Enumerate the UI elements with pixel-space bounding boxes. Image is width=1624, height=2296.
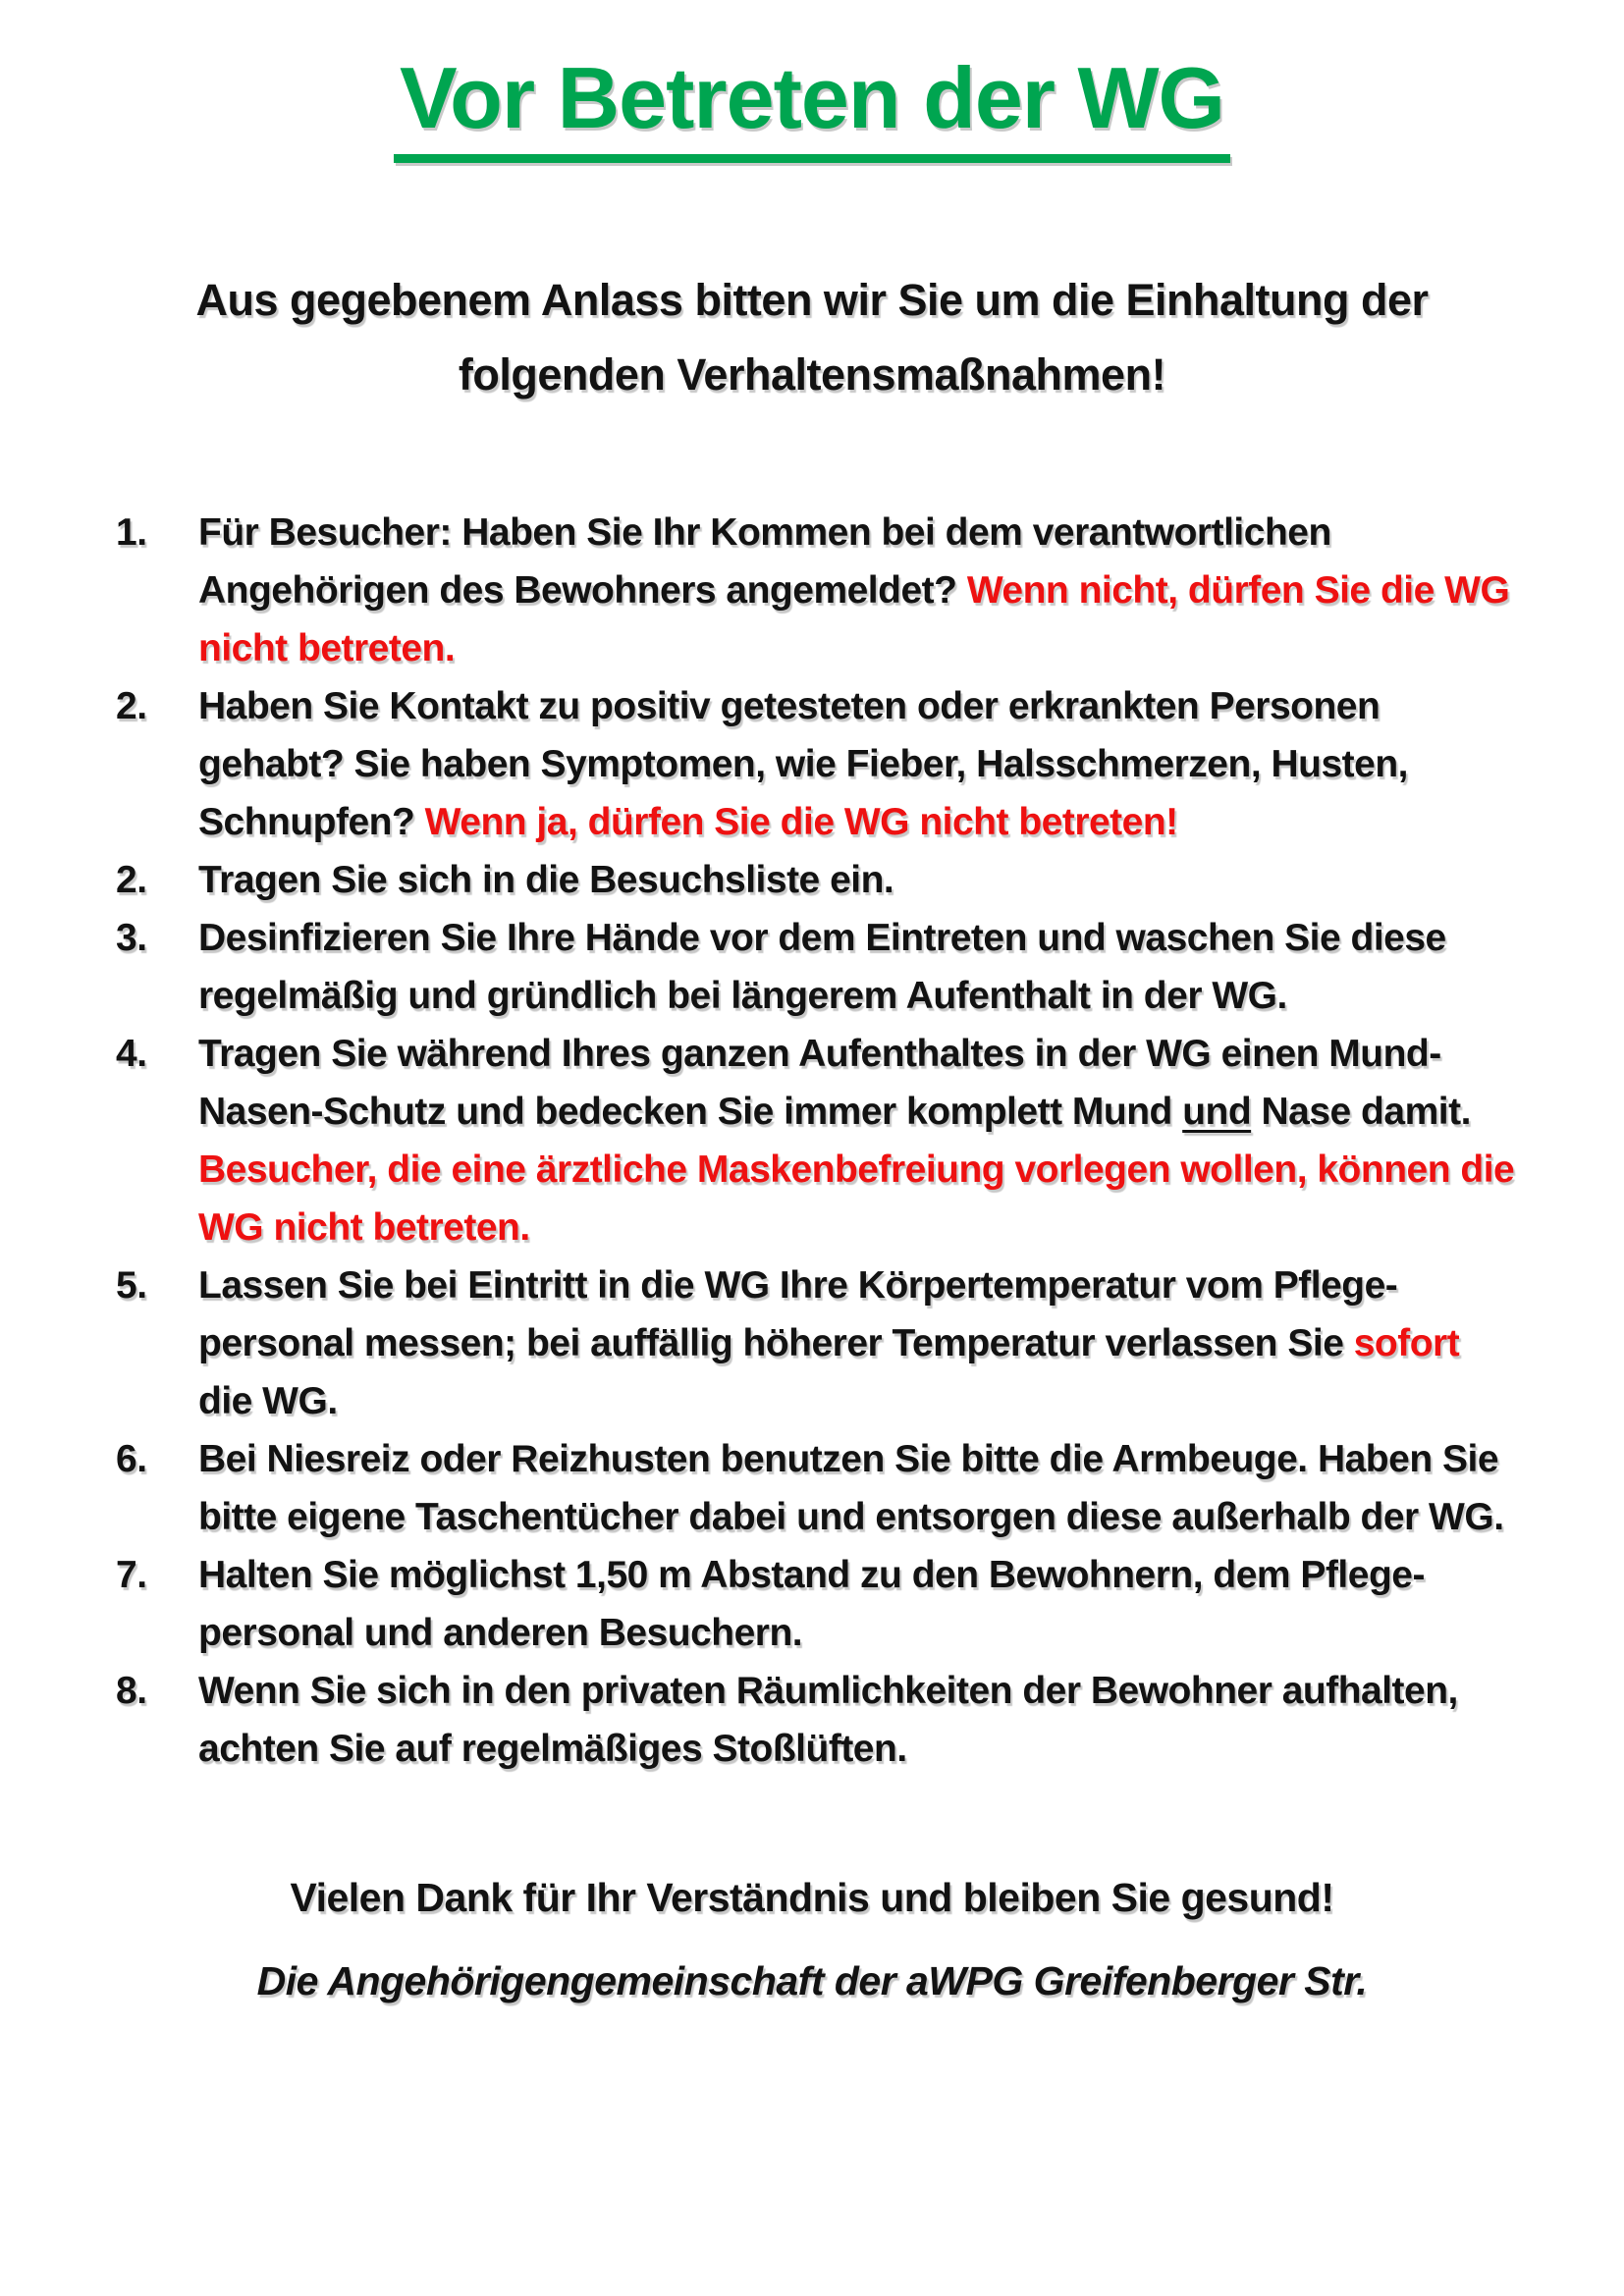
rule-text-segment: Bei Niesreiz oder Reizhusten benutzen Sie bitte die Armbeuge. Haben Sie bitte eigene Taschentücher dabei und entsorgen diese außerhalb der WG. bbox=[198, 1437, 1504, 1538]
rule-text bbox=[198, 677, 1519, 851]
rule-item bbox=[116, 851, 1526, 909]
rule-text-segment: Nase damit. bbox=[1251, 1090, 1471, 1133]
rule-item bbox=[116, 504, 1526, 677]
rule-text-segment: Haben Sie Kontakt zu positiv getesteten oder erkrankten Personen gehabt? Sie haben Symptomen, wie Fieber, Halsschmerzen, Husten, Schnupfen? bbox=[198, 684, 1409, 843]
rule-text bbox=[198, 851, 1519, 909]
closing-block bbox=[0, 1874, 1624, 2005]
rule-item bbox=[116, 1256, 1526, 1430]
rule-text-segment: Besucher, die eine ärztliche Maskenbefreiung vorlegen wollen, können die WG nicht betreten. bbox=[198, 1148, 1515, 1249]
rule-text-segment: Lassen Sie bei Eintritt in die WG Ihre Körpertemperatur vom Pflege-personal messen; bei auffällig höherer Temperatur verlassen Sie bbox=[198, 1263, 1398, 1364]
rule-item bbox=[116, 1025, 1526, 1256]
closing-thanks: Vielen Dank für Ihr Verständnis und bleiben Sie gesund! bbox=[290, 1874, 1334, 1920]
rule-text bbox=[198, 1256, 1519, 1430]
rule-number: 8. bbox=[116, 1669, 147, 1712]
rule-item bbox=[116, 1662, 1526, 1778]
rule-item bbox=[116, 1546, 1526, 1662]
rule-text-segment: Für Besucher: Haben Sie Ihr Kommen bei dem verantwortlichen Angehörigen des Bewohners angemeldet? bbox=[198, 510, 1331, 612]
rule-number: 7. bbox=[116, 1553, 147, 1596]
rule-number: 4. bbox=[116, 1032, 147, 1075]
title-wrap bbox=[0, 51, 1624, 163]
rule-item bbox=[116, 909, 1526, 1025]
rule-number: 1. bbox=[116, 510, 147, 554]
rule-text bbox=[198, 1546, 1519, 1662]
rules-list bbox=[0, 504, 1624, 1778]
rule-text-segment: Wenn nicht, dürfen Sie die WG nicht betreten. bbox=[198, 568, 1510, 669]
rule-item bbox=[116, 1430, 1526, 1546]
rule-text bbox=[198, 1430, 1519, 1546]
rule-number: 6. bbox=[116, 1437, 147, 1480]
rule-text-segment: die WG. bbox=[198, 1379, 338, 1422]
rule-item bbox=[116, 677, 1526, 851]
rule-text bbox=[198, 504, 1519, 677]
rule-number: 2. bbox=[116, 684, 147, 727]
rule-text-segment: Tragen Sie während Ihres ganzen Aufenthaltes in der WG einen Mund-Nasen-Schutz und bedecken Sie immer komplett Mund bbox=[198, 1032, 1441, 1133]
rule-text bbox=[198, 909, 1519, 1025]
closing-signature: Die Angehörigengemeinschaft der aWPG Greifenberger Str. bbox=[256, 1957, 1368, 2003]
rule-text bbox=[198, 1662, 1519, 1778]
rule-text-segment: Halten Sie möglichst 1,50 m Abstand zu den Bewohnern, dem Pflege-personal und anderen Besuchern. bbox=[198, 1553, 1425, 1654]
rule-number: 5. bbox=[116, 1263, 147, 1307]
rule-text-segment: Wenn Sie sich in den privaten Räumlichkeiten der Bewohner aufhalten, achten Sie auf regelmäßiges Stoßlüften. bbox=[198, 1669, 1458, 1770]
page-title: Vor Betreten der WG bbox=[394, 51, 1230, 163]
subtitle: Aus gegebenem Anlass bitten wir Sie um die Einhaltung der folgenden Verhaltensmaßnahmen! bbox=[195, 274, 1429, 400]
rule-number: 2. bbox=[116, 858, 147, 901]
rule-text-segment: und bbox=[1182, 1090, 1252, 1133]
rule-text-segment: sofort bbox=[1353, 1321, 1460, 1364]
rule-text-segment: Tragen Sie sich in die Besuchsliste ein. bbox=[198, 858, 894, 901]
rule-number: 3. bbox=[116, 916, 147, 959]
rule-text-segment: Desinfizieren Sie Ihre Hände vor dem Eintreten und waschen Sie diese regelmäßig und gründlich bei längerem Aufenthalt in der WG. bbox=[198, 916, 1446, 1017]
rule-text bbox=[198, 1025, 1519, 1256]
rule-text-segment: Wenn ja, dürfen Sie die WG nicht betreten! bbox=[424, 800, 1178, 843]
